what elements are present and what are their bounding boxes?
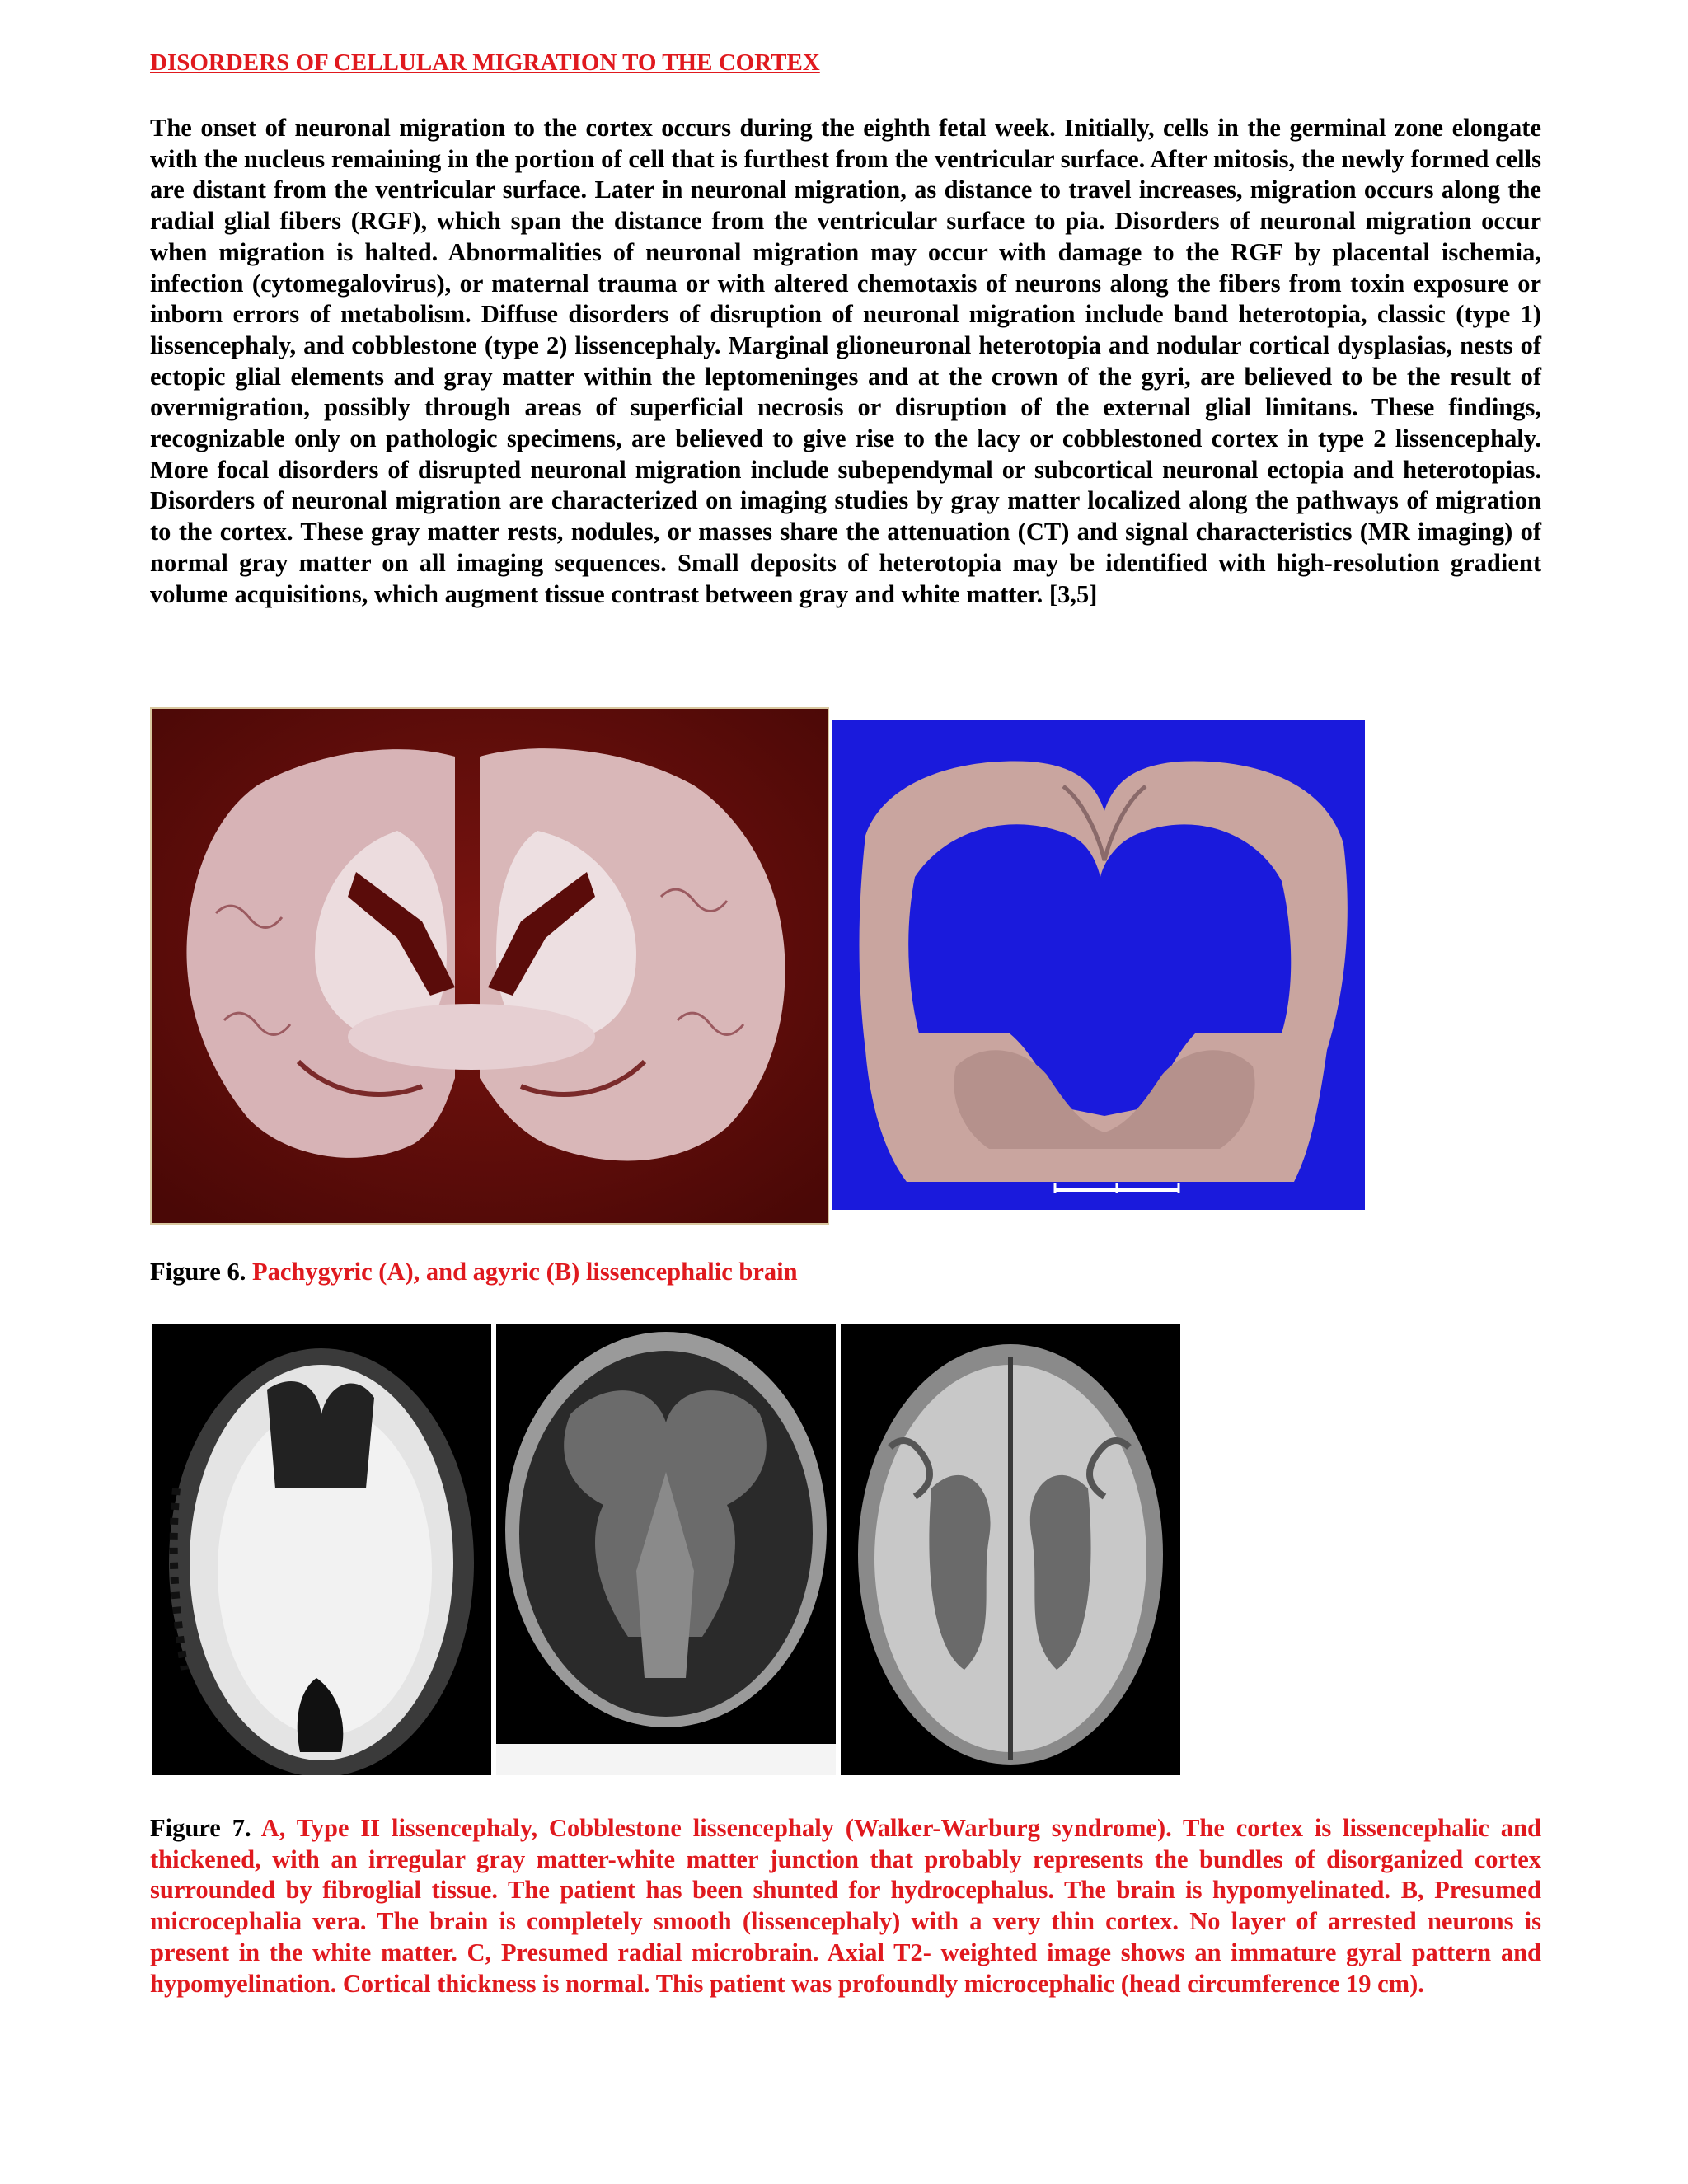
figure7-ct-b (496, 1324, 836, 1775)
figure6-photo-a (150, 707, 829, 1225)
section-heading: DISORDERS OF CELLULAR MIGRATION TO THE CORTEX (150, 49, 820, 76)
figure7-mri-c (841, 1324, 1180, 1775)
figure7-caption-text: A, Type II lissencephaly, Cobblestone lissencephaly (Walker-Warburg syndrome). The cortex is lissencephalic and thickened, with an irregular gray matter-white matter junction that probably represents the bundles of disorganized cortex surrounded by fibroglial tissue. The patient has been shunted for hydrocephalus. The brain is hypomyelinated. B, Presumed microcephalia vera. The brain is completely smooth (lissencephaly) with a very thin cortex. No layer of arrested neurons is present in the white matter. C, Presumed radial microbrain. Axial T2- weighted image shows an immature gyral pattern and hypomyelination. Cortical thickness is normal. This patient was profoundly microcephalic (head circumference 19 cm). (150, 1814, 1541, 1998)
figure7-mri-a (152, 1324, 491, 1775)
figure7-label: Figure 7. (150, 1814, 251, 1842)
figure6-photo-b (832, 720, 1365, 1210)
figure7-caption (150, 1813, 1541, 1999)
figure6-label: Figure 6. (150, 1258, 246, 1286)
figure6-caption (150, 1258, 798, 1286)
figure6-caption-text: Pachygyric (A), and agyric (B) lissencephalic brain (251, 1258, 798, 1286)
body-paragraph: The onset of neuronal migration to the cortex occurs during the eighth fetal week. Initially, cells in the germinal zone elongate with the nucleus remaining in the portion of cell that is furthest from the ventricular surface. After mitosis, the newly formed cells are distant from the ventricular surface. Later in neuronal migration, as distance to travel increases, migration occurs along the radial glial fibers (RGF), which span the distance from the ventricular surface to pia. Disorders of neuronal migration occur when migration is halted. Abnormalities of neuronal migration may occur with damage to the RGF by placental ischemia, infection (cytomegalovirus), or maternal trauma or with altered chemotaxis of neurons along the fibers from toxin exposure or inborn errors of metabolism. Diffuse disorders of disruption of neuronal migration include band heterotopia, classic (type 1) lissencephaly, and cobblestone (type 2) lissencephaly. Marginal glioneuronal heterotopia and nodular cortical dysplasias, nests of ectopic glial elements and gray matter within the leptomeninges and at the crown of the gyri, are believed to be the result of overmigration, possibly through areas of superficial necrosis or disruption of the external glial limitans. These findings, recognizable only on pathologic specimens, are believed to give rise to the lacy or cobblestoned cortex in type 2 lissencephaly. More focal disorders of disrupted neuronal migration include subependymal or subcortical neuronal ectopia and heterotopias. Disorders of neuronal migration are characterized on imaging studies by gray matter localized along the pathways of migration to the cortex. These gray matter rests, nodules, or masses share the attenuation (CT) and signal characteristics (MR imaging) of normal gray matter on all imaging sequences. Small deposits of heterotopia may be identified with high-resolution gradient volume acquisitions, which augment tissue contrast between gray and white matter. [3,5] (150, 114, 1541, 608)
